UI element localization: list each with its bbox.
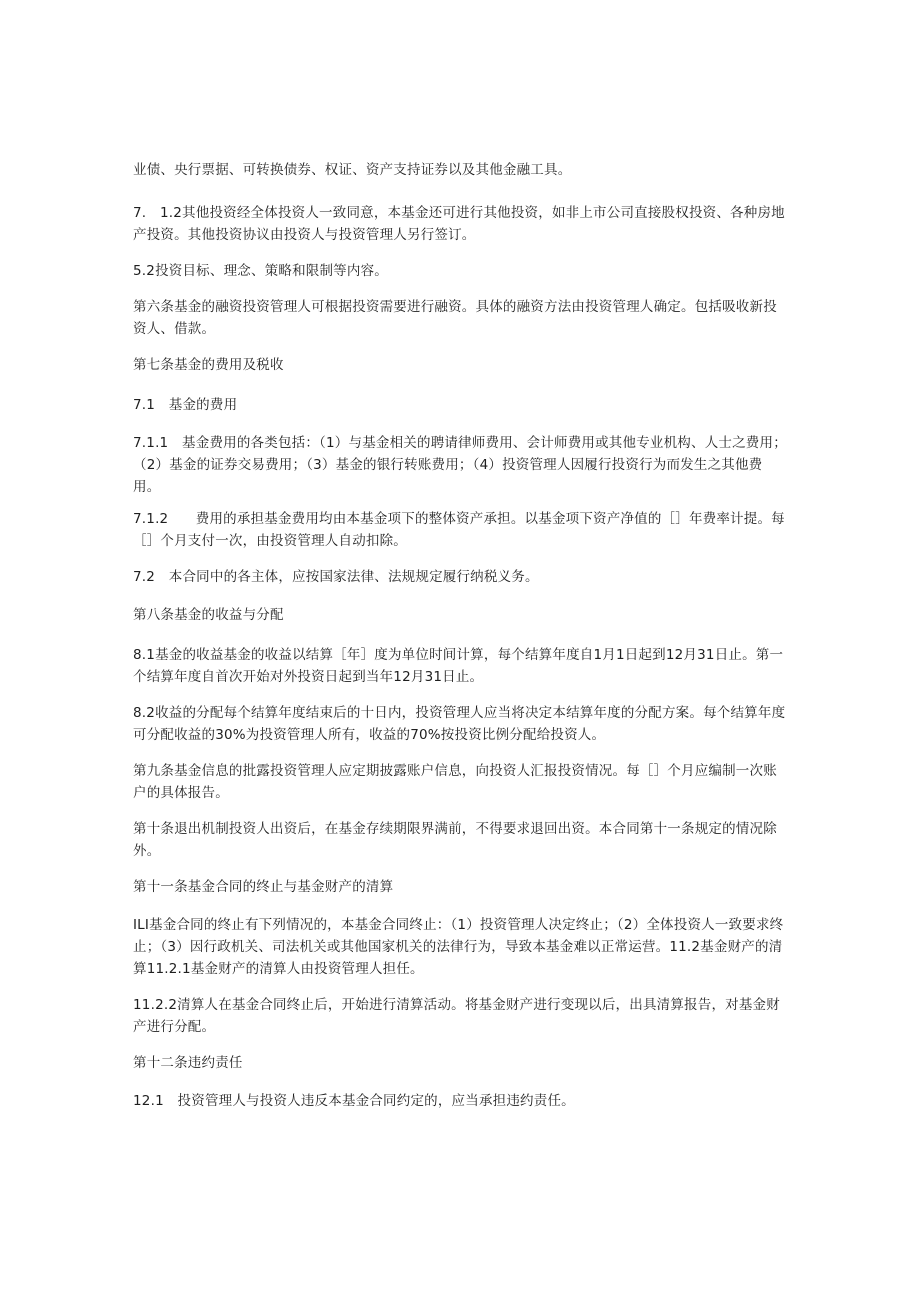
paragraph-8-1-fund-income: 8.1基金的收益基金的收益以结算［年］度为单位时间计算，每个结算年度自1月1日起到12月31日止。第一个结算年度自首次开始对外投资日起到当年12月31日止。	[133, 647, 784, 685]
heading-7-1-fund-fees: 7.1 基金的费用	[133, 397, 238, 413]
paragraph-article-9-disclosure: 第九条基金信息的批露投资管理人应定期披露账户信息，向投资人汇报投资情况。每［］个月应编制一次账户的具体报告。	[133, 763, 777, 801]
paragraph-article-10-exit: 第十条退出机制投资人出资后，在基金存续期限界满前，不得要求退回出资。本合同第十一条规定的情况除外。	[133, 821, 777, 859]
paragraph-11-1-termination-cases: ILI基金合同的终止有下列情况的，本基金合同终止：（1）投资管理人决定终止；（2）全体投资人一致要求终止；（3）因行政机关、司法机关或其他国家机关的法律行为，导致本基金难以正常运营。11.2基金财产的清算11.2.1基金财产的清算人由投资管理人担任。	[133, 917, 784, 977]
heading-article-11-termination: 第十一条基金合同的终止与基金财产的清算	[133, 879, 394, 895]
paragraph-12-1-breach: 12.1 投资管理人与投资人违反本基金合同约定的，应当承担违约责任。	[133, 1093, 575, 1109]
paragraph-8-2-income-distribution: 8.2收益的分配每个结算年度结束后的十日内，投资管理人应当将决定本结算年度的分配方案。每个结算年度可分配收益的30%为投资管理人所有，收益的70%按投资比例分配给投资人。	[133, 705, 786, 743]
paragraph-7-2-tax-obligations: 7.2 本合同中的各主体，应按国家法律、法规规定履行纳税义务。	[133, 569, 539, 585]
paragraph-11-2-2-liquidation: 11.2.2清算人在基金合同终止后，开始进行清算活动。将基金财产进行变现以后，出具清算报告，对基金财产进行分配。	[133, 997, 780, 1035]
paragraph-7-1-2-other-investments: 7. 1.2其他投资经全体投资人一致同意，本基金还可进行其他投资，如非上市公司直接股权投资、各种房地产投资。其他投资协议由投资人与投资管理人另行签订。	[133, 205, 785, 243]
paragraph-article-6-financing: 第六条基金的融资投资管理人可根据投资需要进行融资。具体的融资方法由投资管理人确定。包括吸收新投资人、借款。	[133, 299, 777, 337]
paragraph-5-2-investment-goals: 5.2投资目标、理念、策略和限制等内容。	[133, 263, 388, 279]
paragraph-financial-instruments: 业债、央行票据、可转换债券、权证、资产支持证券以及其他金融工具。	[133, 162, 572, 178]
heading-article-12-liability: 第十二条违约责任	[133, 1055, 243, 1071]
paragraph-7-1-2-fee-bearing: 7.1.2 费用的承担基金费用均由本基金项下的整体资产承担。以基金项下资产净值的［］年费率计提。每［］个月支付一次，由投资管理人自动扣除。	[133, 511, 785, 549]
heading-article-7-fees-taxes: 第七条基金的费用及税收	[133, 357, 284, 373]
paragraph-7-1-1-fee-types: 7.1.1 基金费用的各类包括：（1）与基金相关的聘请律师费用、会计师费用或其他专业机构、人士之费用；（2）基金的证券交易费用；（3）基金的银行转账费用；（4）投资管理人因履行投资行为而发生之其他费用。	[133, 435, 787, 495]
heading-article-8-income-distribution: 第八条基金的收益与分配	[133, 607, 284, 623]
